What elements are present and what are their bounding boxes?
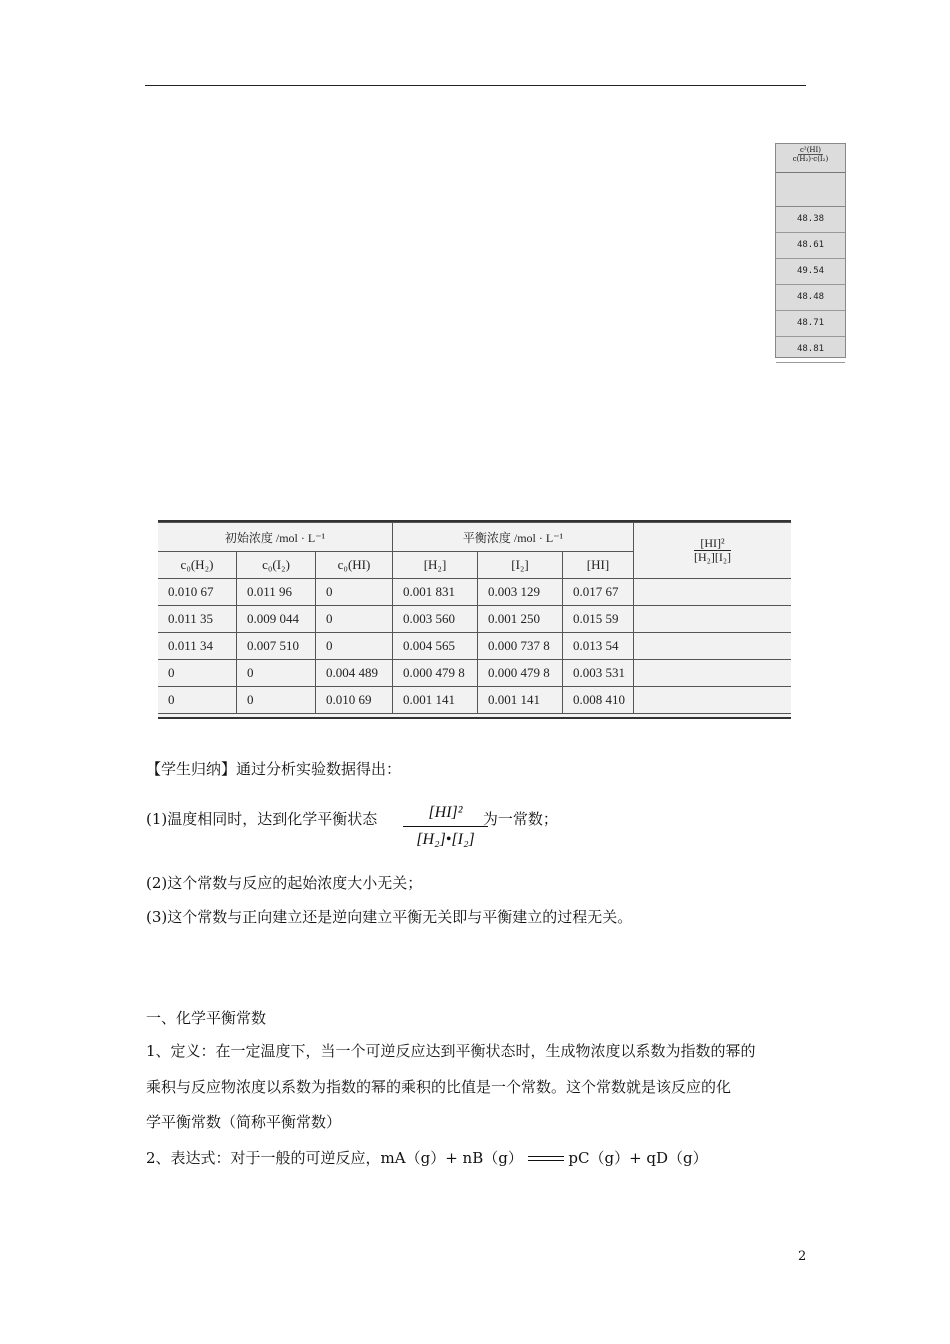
side-value: 49.54 [776, 259, 845, 285]
col-header: c₀(H₂) [158, 552, 237, 579]
expression-products: pC（g）+ qD（g） [568, 1149, 708, 1167]
table-cell [634, 579, 792, 606]
table-row [158, 579, 791, 606]
table-cell: 0.007 510 [237, 633, 316, 660]
table-cell: 0 [237, 687, 316, 714]
concentration-table [158, 520, 791, 719]
header-rule [145, 85, 806, 86]
point-1-pre: (1)温度相同时，达到化学平衡状态 [146, 810, 378, 828]
table-cell: 0.001 141 [393, 687, 478, 714]
col-header: c₀(I₂) [237, 552, 316, 579]
table-cell [634, 633, 792, 660]
table-cell: 0.003 129 [478, 579, 563, 606]
side-header-num: c²(HI) [799, 146, 822, 154]
table-cell: 0.015 59 [563, 606, 634, 633]
side-value: 48.61 [776, 233, 845, 259]
expression-line [146, 1147, 708, 1169]
side-value: 48.81 [776, 337, 845, 363]
expression-reactants: 2、表达式：对于一般的可逆反应，mA（g）+ nB（g） [146, 1149, 523, 1167]
table-cell: 0.011 34 [158, 633, 237, 660]
definition-line-1: 1、定义：在一定温度下，当一个可逆反应达到平衡状态时，生成物浓度以系数为指数的幂的 [146, 1042, 756, 1060]
formula-den: [H₂]•[I₂] [416, 831, 475, 848]
col-header: [HI] [563, 552, 634, 579]
table-cell: 0 [158, 660, 237, 687]
group-initial: 初始浓度 /mol · L⁻¹ [158, 523, 393, 552]
hi-ratio-formula [403, 804, 488, 849]
table-cell: 0.003 560 [393, 606, 478, 633]
side-blank-cell [776, 173, 845, 207]
table-cell: 0.011 35 [158, 606, 237, 633]
table-cell: 0.001 831 [393, 579, 478, 606]
group-equilibrium: 平衡浓度 /mol · L⁻¹ [393, 523, 634, 552]
table-cell [634, 687, 792, 714]
table-cell: 0.000 479 8 [478, 660, 563, 687]
table-cell: 0.013 54 [563, 633, 634, 660]
definition-line-3: 学平衡常数（简称平衡常数） [146, 1113, 342, 1131]
table-cell: 0 [237, 660, 316, 687]
table-row [158, 606, 791, 633]
point-2: (2)这个常数与反应的起始浓度大小无关； [146, 874, 423, 892]
table-cell: 0.001 141 [478, 687, 563, 714]
side-value: 48.71 [776, 311, 845, 337]
table-cell: 0.010 69 [316, 687, 393, 714]
point-1-post: 为一常数； [482, 810, 558, 828]
point-1 [146, 808, 558, 830]
table-row [158, 687, 791, 714]
table-cell: 0.010 67 [158, 579, 237, 606]
side-header [776, 144, 845, 173]
page-number: 2 [798, 1249, 807, 1264]
table-cell: 0 [316, 633, 393, 660]
summary-title: 【学生归纳】通过分析实验数据得出： [146, 760, 402, 778]
formula-num: [HI]² [403, 804, 488, 827]
ratio-header [634, 523, 792, 579]
col-header: c₀(HI) [316, 552, 393, 579]
table-cell: 0 [316, 579, 393, 606]
table-cell: 0.009 044 [237, 606, 316, 633]
side-value: 48.48 [776, 285, 845, 311]
side-header-den: c(H₂)·c(I₂) [792, 155, 829, 163]
definition-line-2: 乘积与反应物浓度以系数为指数的幂的乘积的比值是一个常数。这个常数就是该反应的化 [146, 1078, 732, 1096]
table-cell: 0.001 250 [478, 606, 563, 633]
table-cell: 0 [158, 687, 237, 714]
ratio-den: [H₂][I₂] [693, 549, 731, 564]
table-cell [634, 660, 792, 687]
table-cell: 0.000 479 8 [393, 660, 478, 687]
table-cell: 0.008 410 [563, 687, 634, 714]
table-cell [634, 606, 792, 633]
equilibrium-arrow-icon [528, 1154, 564, 1164]
col-header: [H₂] [393, 552, 478, 579]
table-cell: 0.011 96 [237, 579, 316, 606]
table-cell: 0.000 737 8 [478, 633, 563, 660]
table-cell: 0 [316, 606, 393, 633]
point-3: (3)这个常数与正向建立还是逆向建立平衡无关即与平衡建立的过程无关。 [146, 908, 633, 926]
table-cell: 0.017 67 [563, 579, 634, 606]
table-group-header [158, 523, 791, 552]
ratio-num: [HI]² [694, 537, 731, 551]
table-cell: 0.004 565 [393, 633, 478, 660]
side-value: 48.38 [776, 207, 845, 233]
section-heading: 一、化学平衡常数 [146, 1009, 267, 1027]
table-cell: 0.004 489 [316, 660, 393, 687]
table-row [158, 633, 791, 660]
side-ratio-column [775, 143, 846, 358]
col-header: [I₂] [478, 552, 563, 579]
table-cell: 0.003 531 [563, 660, 634, 687]
table-row [158, 660, 791, 687]
